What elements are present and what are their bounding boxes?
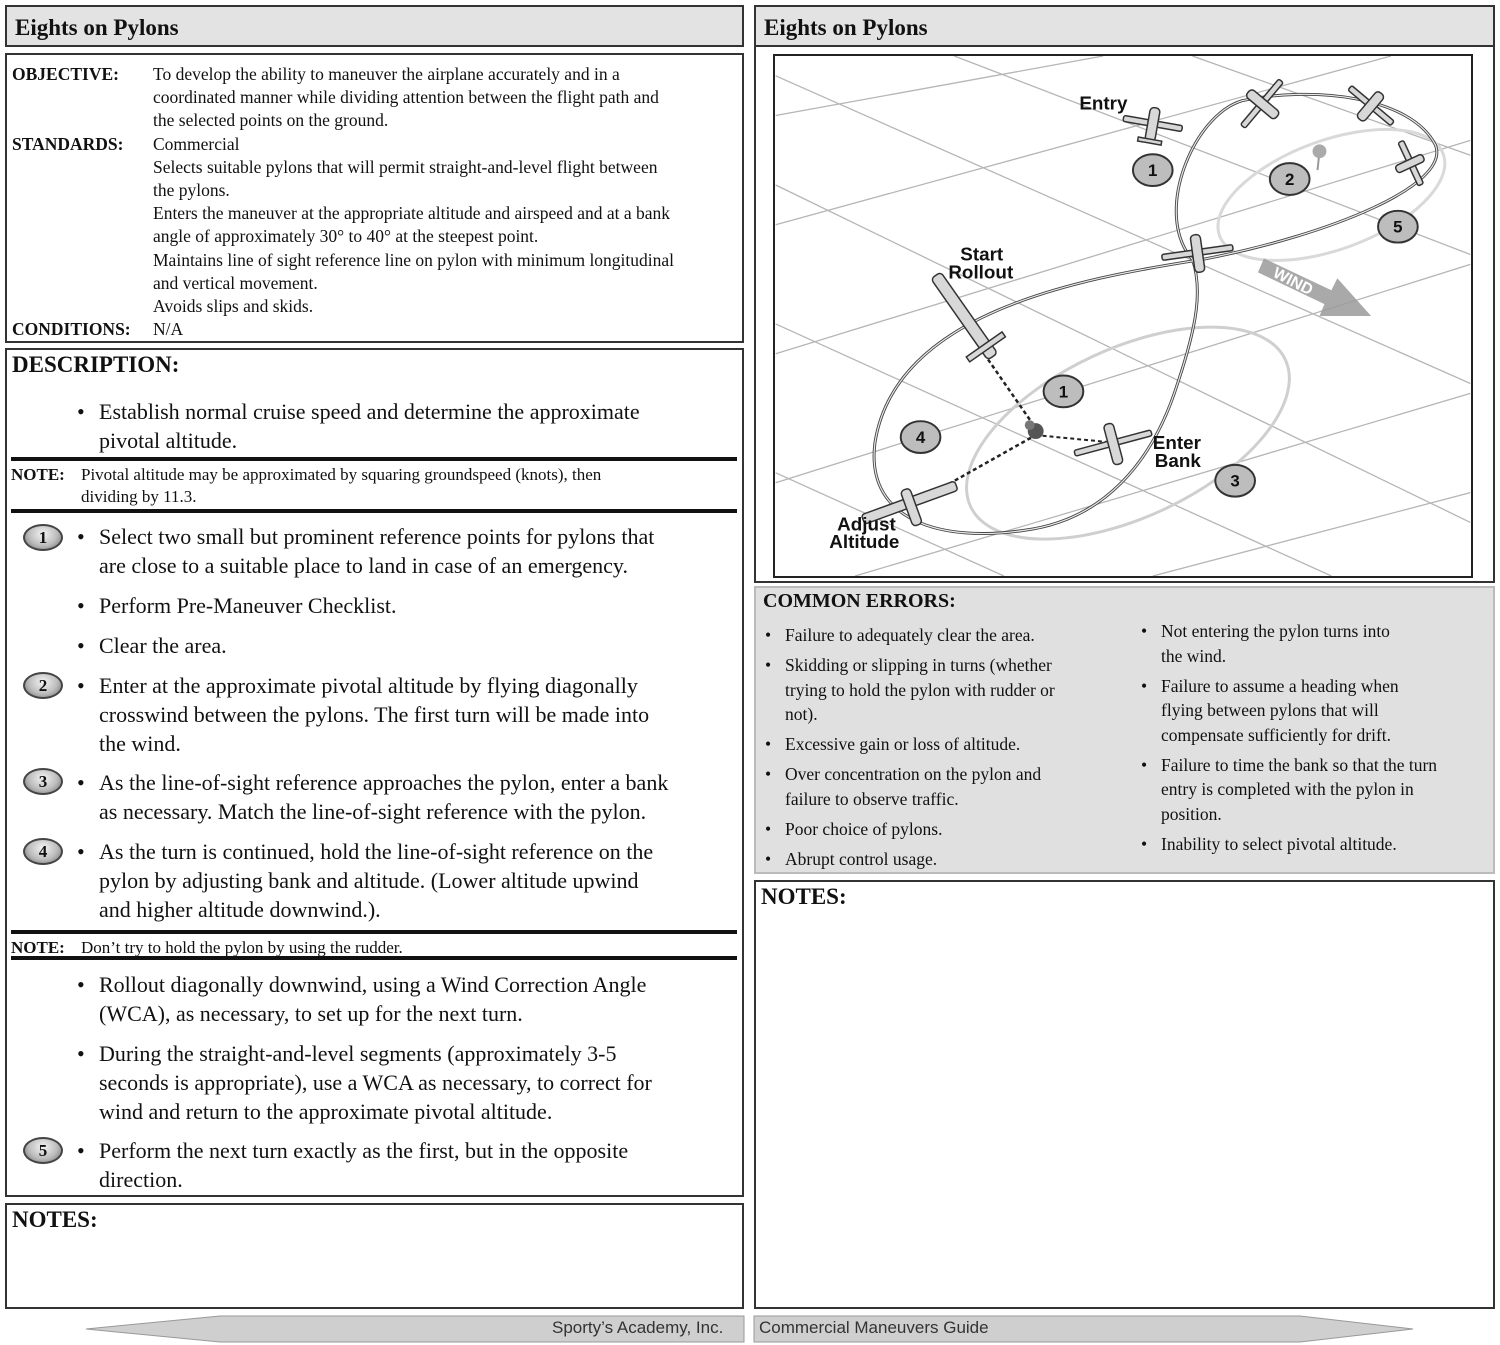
note-line: Pivotal altitude may be approximated by squaring groundspeed (knots), then — [81, 465, 602, 484]
pylon-upper-icon — [1313, 144, 1327, 170]
description-item — [77, 397, 727, 455]
description-line: seconds is appropriate), use a WCA as necessary, to correct for — [99, 1070, 652, 1095]
common-error-line: • Inability to select pivotal altitude. — [1161, 833, 1397, 854]
description-item — [77, 1136, 727, 1194]
sight-line-upper — [984, 354, 1036, 428]
objective-label: STANDARDS: — [12, 133, 124, 154]
marker-1-upper — [1270, 163, 1310, 195]
right-page-title: Eights on Pylons — [764, 15, 928, 40]
common-error-item — [1139, 753, 1491, 827]
description-text — [99, 591, 727, 620]
common-error-line: • Abrupt control usage. — [785, 848, 938, 869]
description-item — [77, 671, 727, 758]
footer-banner — [0, 1315, 1500, 1345]
label-entry: Entry — [1079, 92, 1128, 114]
description-line: pivotal altitude. — [99, 428, 238, 453]
note-text — [81, 937, 403, 957]
objective-value — [153, 133, 734, 319]
common-error-line: • Failure to time the bank so that the turn — [1161, 754, 1438, 775]
common-error-line: not). — [785, 704, 818, 724]
bullet: • — [77, 1041, 85, 1066]
step-badge-4: 4 — [23, 838, 63, 865]
description-item — [77, 970, 727, 1028]
description-line: Enter at the approximate pivotal altitude by flying diagonally — [99, 673, 638, 698]
bullet: • — [77, 972, 85, 997]
common-error-line: • Excessive gain or loss of altitude. — [785, 734, 1021, 754]
step-badge-2: 2 — [23, 672, 63, 699]
description-text — [99, 768, 727, 826]
description-line: Select two small but prominent reference points for pylons that — [99, 524, 655, 549]
common-error-line: failure to observe traffic. — [785, 788, 959, 809]
notes-left-section — [5, 1203, 744, 1309]
note-line: dividing by 11.3. — [81, 487, 197, 506]
bullet: • — [77, 399, 85, 424]
note-label: NOTE: — [11, 465, 65, 484]
common-error-line: • Poor choice of pylons. — [785, 818, 943, 839]
description-line: (WCA), as necessary, to set up for the next turn. — [99, 1001, 523, 1026]
common-error-line: flying between pylons that will — [1161, 700, 1379, 720]
marker-3 — [1215, 465, 1255, 497]
common-errors-left-list — [763, 623, 1123, 877]
common-error-line: position. — [1161, 803, 1222, 824]
description-item — [77, 591, 727, 620]
bullet: • — [77, 839, 85, 864]
airplane-top-left-icon — [1229, 69, 1296, 139]
airplane-center-icon — [1160, 230, 1236, 277]
bullet: • — [77, 673, 85, 698]
ground-track-upper — [1201, 103, 1462, 287]
description-text — [99, 1039, 727, 1126]
description-line: Establish normal cruise speed and determine the approximate — [99, 399, 640, 424]
pylon-lower-icon — [1025, 420, 1044, 439]
svg-text:2: 2 — [1285, 170, 1295, 190]
description-line: direction. — [99, 1167, 183, 1192]
step-badge-3: 3 — [23, 768, 63, 795]
svg-text:1: 1 — [1058, 382, 1069, 402]
objective-line: Avoids slips and skids. — [153, 296, 314, 317]
label-bank: Bank — [1154, 449, 1201, 471]
description-note1 — [11, 457, 737, 513]
label-rollout: Rollout — [948, 261, 1014, 283]
common-error-line: • Failure to assume a heading when — [1161, 675, 1399, 696]
common-error-line: the wind. — [1161, 645, 1227, 666]
step-badge-5: 5 — [23, 1137, 63, 1164]
objective-value — [153, 63, 734, 133]
objective-line: angle of approximately 30° to 40° at the steepest point. — [153, 226, 539, 247]
objective-line: coordinated manner while dividing attention between the flight path and — [153, 87, 659, 108]
svg-text:3: 3 — [1230, 471, 1240, 491]
eights-on-pylons-diagram — [773, 54, 1473, 578]
objective-row — [12, 63, 734, 133]
description-line: crosswind between the pylons. The first turn will be made into — [99, 702, 650, 727]
description-line: Rollout diagonally downwind, using a Wind Correction Angle — [99, 972, 647, 997]
description-line: as necessary. Match the line-of-sight reference with the pylon. — [99, 799, 647, 824]
common-error-line: • Failure to adequately clear the area. — [785, 625, 1035, 645]
common-error-line: trying to hold the pylon with rudder or — [785, 679, 1055, 700]
common-error-item — [763, 653, 1123, 727]
description-text — [99, 671, 727, 758]
footer-right-text: Commercial Maneuvers Guide — [759, 1318, 989, 1337]
wind-arrow — [1258, 258, 1371, 316]
marker-2 — [1133, 154, 1173, 186]
description-item — [77, 1039, 727, 1126]
bullet: • — [77, 770, 85, 795]
objective-line: To develop the ability to maneuver the airplane accurately and in a — [153, 64, 620, 84]
objective-line: the selected points on the ground. — [153, 110, 389, 131]
marker-4 — [901, 421, 941, 453]
svg-text:4: 4 — [915, 428, 926, 448]
description-line: pylon by adjusting bank and altitude. (Lower altitude upwind — [99, 868, 639, 893]
description-line: During the straight-and-level segments (approximately 3-5 — [99, 1041, 617, 1066]
notes-right-section — [754, 880, 1495, 1309]
right-page-header — [754, 5, 1495, 47]
description-line: wind and return to the approximate pivotal altitude. — [99, 1099, 553, 1124]
description-text — [99, 397, 727, 455]
note-label: NOTE: — [11, 938, 65, 957]
description-line: Perform the next turn exactly as the first, but in the opposite — [99, 1138, 629, 1163]
common-errors-heading: COMMON ERRORS: — [763, 590, 956, 612]
common-errors-right-list — [1139, 619, 1491, 862]
wind-label: WIND — [1270, 264, 1316, 300]
common-error-item — [763, 817, 1123, 842]
description-note2 — [11, 930, 737, 960]
objective-line: Selects suitable pylons that will permit straight-and-level flight between — [153, 156, 658, 177]
common-error-line: • Skidding or slipping in turns (whether — [785, 655, 1052, 675]
common-errors-section — [754, 586, 1495, 874]
note-line: Don’t try to hold the pylon by using the rudder. — [81, 938, 403, 957]
objective-line: Commercial — [153, 133, 240, 154]
common-error-item — [763, 732, 1123, 757]
description-line: and higher altitude downwind.). — [99, 897, 381, 922]
common-error-item — [1139, 674, 1491, 748]
common-error-item — [1139, 832, 1491, 857]
left-page-header — [5, 5, 744, 47]
description-text — [99, 1136, 727, 1194]
description-line: are close to a suitable place to land in case of an emergency. — [99, 553, 628, 578]
common-error-line: • Not entering the pylon turns into — [1161, 621, 1390, 641]
footer-left-text: Sporty’s Academy, Inc. — [552, 1318, 724, 1337]
description-text — [99, 970, 727, 1028]
description-line: Perform Pre-Maneuver Checklist. — [99, 593, 397, 618]
description-item — [77, 837, 727, 924]
marker-1-lower — [1044, 376, 1084, 408]
bullet: • — [77, 1138, 85, 1163]
objective-line: Maintains line of sight reference line on pylon with minimum longitudinal — [153, 249, 675, 270]
label-start: Start — [960, 243, 1004, 265]
note-text — [81, 464, 601, 507]
objective-table — [12, 63, 734, 341]
label-adjust: Adjust — [837, 513, 896, 535]
common-error-line: entry is completed with the pylon in — [1161, 779, 1414, 799]
description-line: Clear the area. — [99, 633, 227, 658]
common-error-item — [1139, 619, 1491, 668]
airplane-enter-bank-icon — [1070, 414, 1157, 475]
marker-5 — [1378, 211, 1418, 243]
description-text — [99, 522, 727, 580]
description-item — [77, 522, 727, 580]
objective-line: and vertical movement. — [153, 272, 318, 293]
description-section — [5, 348, 744, 1197]
objective-value — [153, 318, 734, 341]
common-error-line: compensate sufficiently for drift. — [1161, 724, 1392, 745]
objective-section — [5, 53, 744, 343]
bullet: • — [77, 593, 85, 618]
svg-text:1: 1 — [1148, 161, 1158, 181]
objective-line: the pylons. — [153, 180, 230, 201]
bullet: • — [77, 524, 85, 549]
objective-row — [12, 133, 734, 319]
bullet: • — [77, 633, 85, 658]
objective-row — [12, 318, 734, 341]
common-error-line: • Over concentration on the pylon and — [785, 764, 1042, 784]
description-item — [77, 631, 727, 660]
objective-line: N/A — [153, 319, 184, 340]
description-line: the wind. — [99, 731, 181, 756]
common-error-item — [763, 623, 1123, 648]
common-error-item — [763, 847, 1123, 872]
description-text — [99, 837, 727, 924]
label-altitude: Altitude — [829, 531, 900, 553]
left-page-title: Eights on Pylons — [15, 15, 179, 40]
objective-label: CONDITIONS: — [12, 319, 131, 340]
notes-left-heading: NOTES: — [12, 1207, 98, 1232]
notes-right-heading: NOTES: — [761, 884, 847, 909]
step-badge-1: 1 — [23, 524, 63, 551]
objective-line: Enters the maneuver at the appropriate altitude and airspeed and at a bank — [153, 203, 671, 224]
description-line: As the turn is continued, hold the line-of-sight reference on the — [99, 839, 654, 864]
description-line: As the line-of-sight reference approaches the pylon, enter a bank — [99, 770, 669, 795]
common-error-item — [763, 762, 1123, 811]
objective-label: OBJECTIVE: — [12, 64, 119, 84]
description-heading: DESCRIPTION: — [12, 352, 180, 377]
description-item — [77, 768, 727, 826]
svg-text:5: 5 — [1393, 217, 1403, 237]
label-enter: Enter — [1152, 431, 1201, 453]
diagram-frame — [754, 47, 1495, 583]
description-text — [99, 631, 727, 660]
